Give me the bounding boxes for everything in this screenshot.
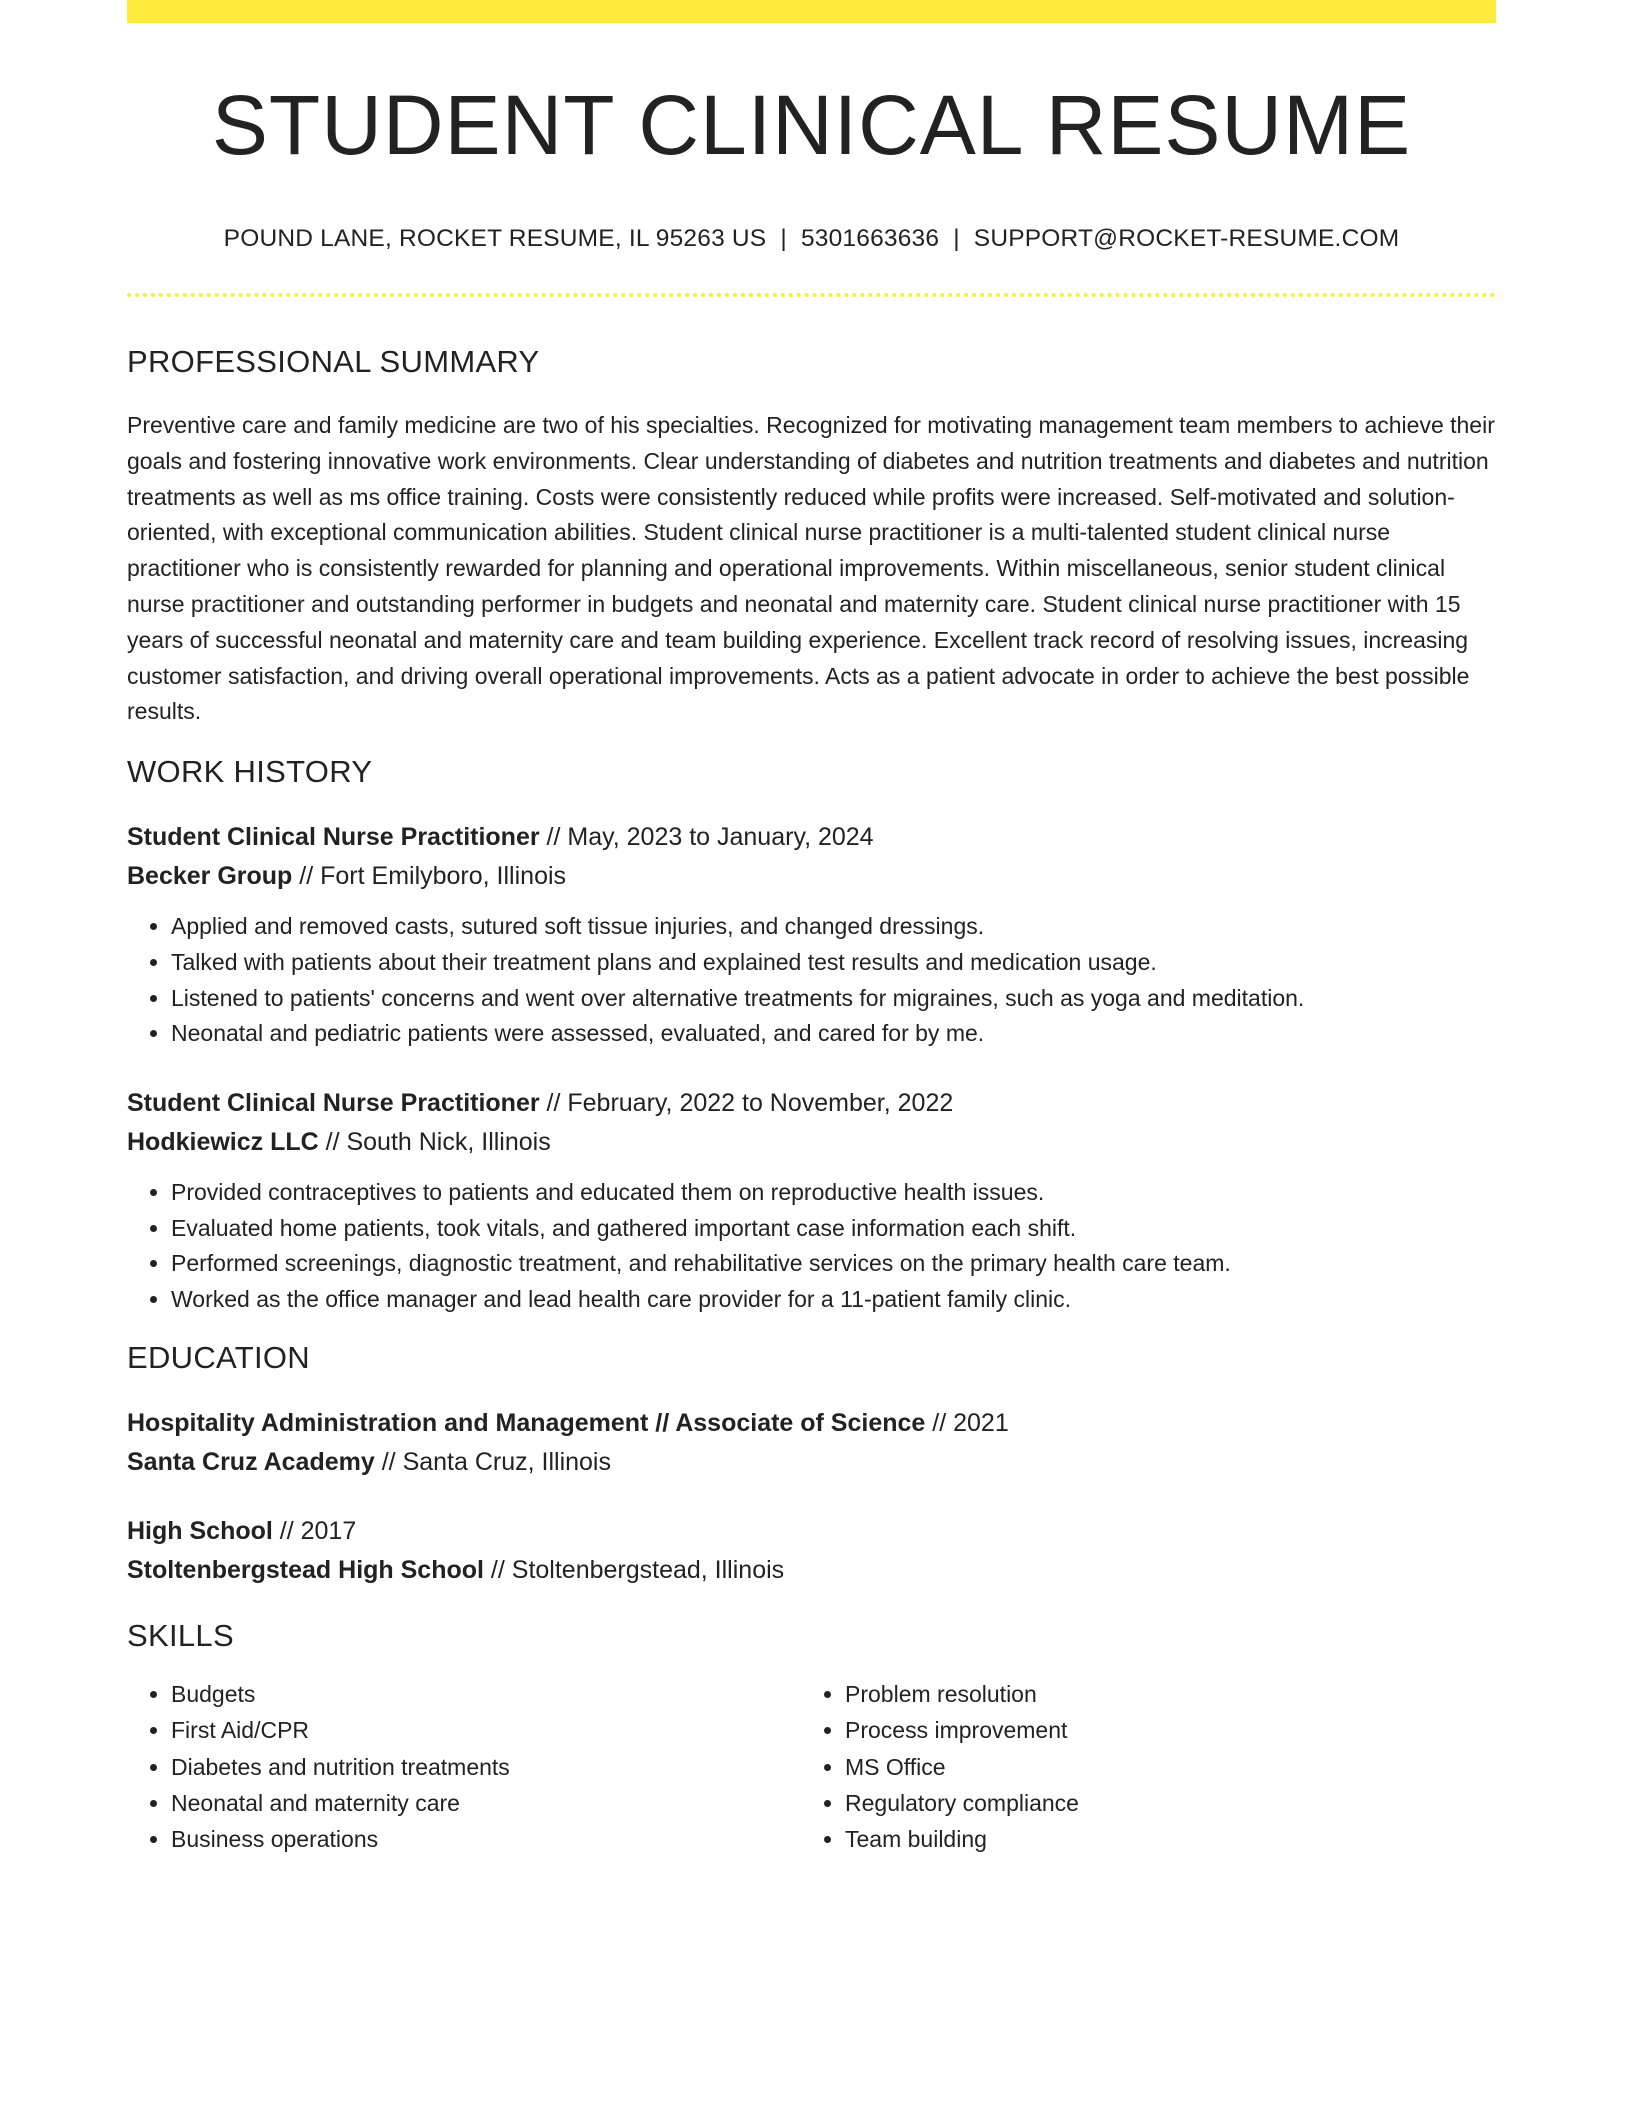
skill-item: • Budgets bbox=[171, 1676, 801, 1712]
degree: High School bbox=[127, 1516, 273, 1545]
skills-heading: SKILLS bbox=[127, 1617, 234, 1653]
contact-line bbox=[127, 225, 1496, 253]
skills-grid bbox=[127, 1676, 1496, 1858]
school-line bbox=[127, 1551, 1496, 1590]
degree-line bbox=[127, 1404, 1496, 1443]
work-history-heading: WORK HISTORY bbox=[127, 754, 373, 790]
dotted-divider bbox=[127, 293, 1496, 297]
list-item: • Listened to patients' concerns and went over alternative treatments for migraines, such as yoga and meditation. bbox=[171, 981, 1496, 1017]
contact-separator: | bbox=[780, 225, 787, 252]
skills-column-left bbox=[127, 1676, 801, 1858]
job-title-line bbox=[127, 1084, 1496, 1123]
job-location: // Fort Emilyboro, Illinois bbox=[292, 862, 567, 891]
summary-heading: PROFESSIONAL SUMMARY bbox=[127, 344, 540, 379]
degree: Hospitality Administration and Management // Associate of Science bbox=[127, 1408, 926, 1437]
contact-address: POUND LANE, ROCKET RESUME, IL 95263 US bbox=[223, 225, 767, 252]
education-heading: EDUCATION bbox=[127, 1339, 310, 1375]
job-duties-list bbox=[127, 909, 1496, 1052]
job-title: Student Clinical Nurse Practitioner bbox=[127, 1088, 540, 1117]
school-name: Stoltenbergstead High School bbox=[127, 1555, 484, 1584]
skill-item: • Problem resolution bbox=[845, 1676, 1475, 1712]
job-company-line bbox=[127, 1123, 1496, 1162]
graduation-year: // 2021 bbox=[925, 1408, 1009, 1437]
summary-paragraph: Preventive care and family medicine are two of his specialties. Recognized for motivating management team members to achieve their goals and fostering innovative work environments. Clear understanding of diabetes and nutrition treatments and diabetes and nutrition treatments as well as ms office training. Costs were consistently reduced while profits were increased. Self-motivated and solution-oriented, with exceptional communication abilities. Student clinical nurse practitioner is a multi-talented student clinical nurse practitioner who is consistently rewarded for planning and operational improvements. Within miscellaneous, senior student clinical nurse practitioner and outstanding performer in budgets and neonatal and maternity care. Student clinical nurse practitioner with 15 years of successful neonatal and maternity care and team building experience. Excellent track record of resolving issues, increasing customer satisfaction, and driving overall operational improvements. Acts as a patient advocate in order to achieve the best possible results. bbox=[127, 412, 1495, 725]
list-item: • Worked as the office manager and lead health care provider for a 11-patient family clinic. bbox=[171, 1282, 1496, 1318]
job-entry bbox=[127, 1084, 1496, 1318]
education-entry bbox=[127, 1512, 1496, 1590]
document-title: STUDENT CLINICAL RESUME bbox=[211, 78, 1412, 172]
job-dates: // May, 2023 to January, 2024 bbox=[539, 823, 874, 852]
job-title-line bbox=[127, 818, 1496, 857]
skill-item: • Business operations bbox=[171, 1821, 801, 1857]
job-entry bbox=[127, 818, 1496, 1052]
skill-item: • Neonatal and maternity care bbox=[171, 1785, 801, 1821]
skill-item: • MS Office bbox=[845, 1749, 1475, 1785]
graduation-year: // 2017 bbox=[272, 1516, 357, 1545]
list-item: • Performed screenings, diagnostic treatment, and rehabilitative services on the primary health care team. bbox=[171, 1246, 1496, 1282]
job-company-line bbox=[127, 857, 1496, 896]
job-dates: // February, 2022 to November, 2022 bbox=[539, 1088, 954, 1117]
degree-line bbox=[127, 1512, 1496, 1551]
list-item: • Talked with patients about their treatment plans and explained test results and medication usage. bbox=[171, 945, 1496, 981]
contact-phone: 5301663636 bbox=[800, 225, 940, 252]
school-location: // Stoltenbergstead, Illinois bbox=[483, 1555, 785, 1584]
skill-item: • First Aid/CPR bbox=[171, 1712, 801, 1748]
school-line bbox=[127, 1443, 1496, 1482]
skill-item: • Process improvement bbox=[845, 1712, 1475, 1748]
skill-item: • Regulatory compliance bbox=[845, 1785, 1475, 1821]
job-title: Student Clinical Nurse Practitioner bbox=[127, 823, 540, 852]
list-item: • Applied and removed casts, sutured soft tissue injuries, and changed dressings. bbox=[171, 909, 1496, 945]
education-entry bbox=[127, 1404, 1496, 1482]
top-accent-bar bbox=[127, 0, 1496, 23]
job-duties-list bbox=[127, 1175, 1496, 1318]
list-item: • Evaluated home patients, took vitals, and gathered important case information each shift. bbox=[171, 1211, 1496, 1247]
skill-item: • Team building bbox=[845, 1821, 1475, 1857]
job-location: // South Nick, Illinois bbox=[318, 1127, 551, 1156]
contact-email: SUPPORT@ROCKET-RESUME.COM bbox=[973, 225, 1400, 252]
list-item: • Provided contraceptives to patients and educated them on reproductive health issues. bbox=[171, 1175, 1496, 1211]
school-location: // Santa Cruz, Illinois bbox=[374, 1447, 611, 1476]
skills-column-right bbox=[801, 1676, 1475, 1858]
job-company: Hodkiewicz LLC bbox=[127, 1127, 319, 1156]
job-company: Becker Group bbox=[127, 862, 293, 891]
school-name: Santa Cruz Academy bbox=[127, 1447, 375, 1476]
resume-page bbox=[127, 0, 1496, 1858]
skill-item: • Diabetes and nutrition treatments bbox=[171, 1749, 801, 1785]
list-item: • Neonatal and pediatric patients were assessed, evaluated, and cared for by me. bbox=[171, 1016, 1496, 1052]
contact-separator: | bbox=[953, 225, 960, 252]
